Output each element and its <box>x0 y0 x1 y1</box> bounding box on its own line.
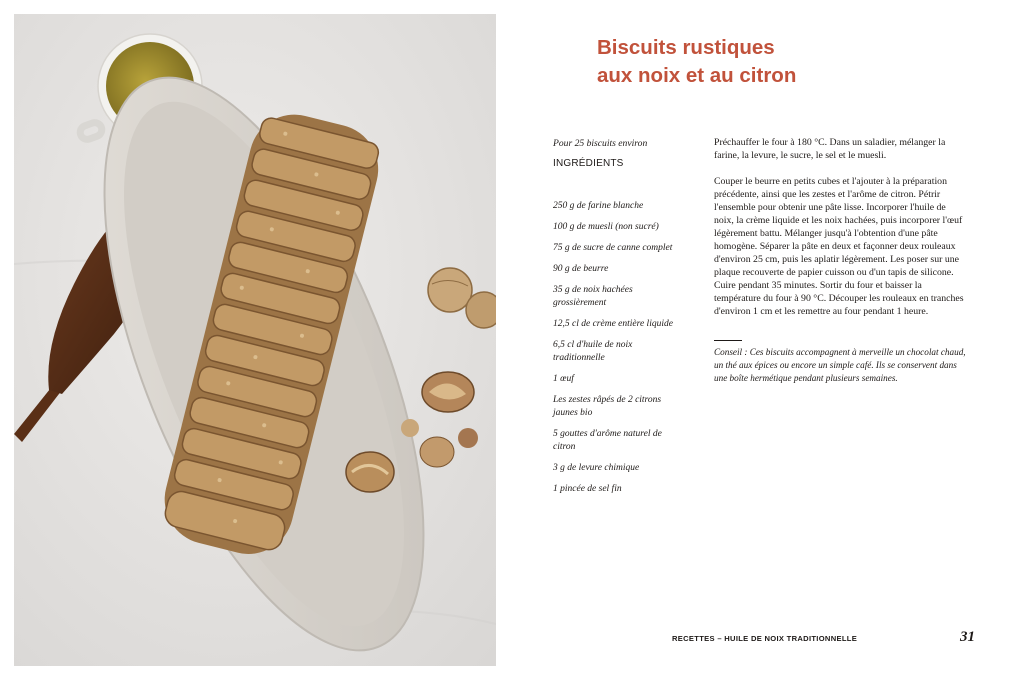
ingredients-heading: INGRÉDIENTS <box>553 158 624 169</box>
recipe-title <box>597 34 997 90</box>
page-number: 31 <box>960 629 975 645</box>
ingredient-item: 250 g de farine blanche <box>553 201 644 211</box>
ingredient-item: Les zestes râpés de 2 citrons jaunes bio <box>553 395 662 418</box>
method-step: Préchauffer le four à 180 °C. Dans un saladier, mélanger la farine, la levure, le sucre, le sel et le muesli. <box>714 137 946 161</box>
method-text <box>714 136 968 331</box>
ingredient-item: 1 pincée de sel fin <box>553 484 622 494</box>
serving-yield: Pour 25 biscuits environ <box>553 138 648 149</box>
recipe-title-line1: Biscuits rustiques <box>597 36 775 59</box>
ingredient-item: 3 g de levure chimique <box>553 463 640 473</box>
ingredient-item: 12,5 cl de crème entière liquide <box>553 319 673 329</box>
food-photo <box>14 14 496 666</box>
ingredients-list <box>553 200 683 504</box>
method-step: Couper le beurre en petits cubes et l'ajouter à la préparation précédente, ainsi que les zestes et l'arôme de citron. Pétrir l'ensemble pour obtenir une pâte lisse. Incorporer l'huile de noix, la crème liquide et les noix hachées, puis incorporer l'œuf légèrement battu. Mélanger jusqu'à l'obtention d'une pâte homogène. Séparer la pâte en deux et façonner deux rouleaux d'environ 25 cm, puis les aplatir légèrement. Les poser sur une plaque recouverte de papier cuisson ou d'un tapis de silicone. Cuire pendant 35 minutes. Sortir du four et baisser la température du four à 90 °C. Découper les rouleaux en tranches d'environ 1 cm et les remettre au four pendant 1 heure. <box>714 176 964 317</box>
ingredient-item: 1 œuf <box>553 374 574 384</box>
ingredient-item: 35 g de noix hachées grossièrement <box>553 285 633 308</box>
ingredient-item: 75 g de sucre de canne complet <box>553 243 673 253</box>
ingredient-item: 5 gouttes d'arôme naturel de citron <box>553 429 662 452</box>
running-footer: RECETTES – HUILE DE NOIX TRADITIONNELLE <box>672 634 858 643</box>
ingredient-item: 90 g de beurre <box>553 264 609 274</box>
ingredient-item: 100 g de muesli (non sucré) <box>553 222 659 232</box>
ingredient-item: 6,5 cl d'huile de noix traditionnelle <box>553 340 633 363</box>
recipe-title-line2: aux noix et au citron <box>597 64 797 87</box>
tip-divider <box>714 340 742 341</box>
tip-text: Conseil : Ces biscuits accompagnent à merveille un chocolat chaud, un thé aux épices ou encore un simple café. Ils se conservent dans une boîte hermétique pendant plusieurs semaines. <box>714 347 966 383</box>
